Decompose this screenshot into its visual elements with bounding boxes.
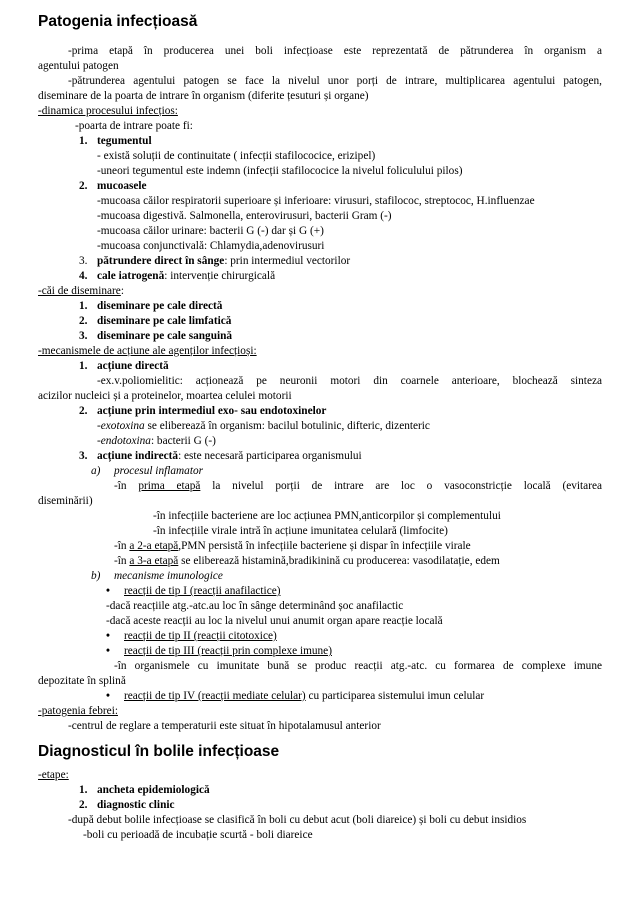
iatrogena-bold: cale iatrogenă [97,270,165,282]
teg-line-1: - există soluții de continuitate ( infecții stafilococice, erizipel) [97,150,376,162]
dis-2-num: 2. [79,315,88,327]
patrundere-text: : prin intermediul vectorilor [224,255,351,267]
item-patrundere [97,254,350,269]
exotoxina-line [97,419,430,434]
dis-sanguina: diseminare pe cale sanguină [97,330,233,342]
reactie-tip-3-desc-cont: depozitate în splină [38,675,126,687]
reactie-tip-1-organ: -dacă aceste reacții au loc la nivelul unui anumit organ apare reacție locală [106,615,443,627]
bullet-icon: • [106,585,110,597]
bullet-icon: • [106,690,110,702]
infl-prima-etapa-cont: diseminării) [38,495,93,507]
act-toxine: acțiune prin intermediul exo- sau endotoxinelor [97,405,327,417]
para-prima-etapa-cont: agentului patogen [38,60,119,72]
reactie-tip-4 [106,689,484,704]
reactie-tip-2 [106,629,277,644]
item-mucoasele: mucoasele [97,180,147,192]
infl4-post: ,PMN persistă în infecțiile bacteriene și dispar în infecțiile virale [178,540,471,552]
act-directa-ex: -ex.v.poliomielitic: acționează pe neuronii motori din coarnele anterioare, blochează sinteza [97,375,602,387]
act-2-num: 2. [79,405,88,417]
infl4-pre: -în [114,540,130,552]
act-indirecta [97,449,362,464]
dis-3-num: 3. [79,330,88,342]
para-patrunderea: -pătrunderea agentului patogen se face la nivelul unor porți de intrare, multiplicarea agentului patogen, [68,75,602,87]
reactie-tip-1 [106,584,281,599]
incubatie-scurta: -boli cu perioadă de incubație scurtă - boli diareice [83,829,313,841]
act-3-num: 3. [79,450,88,462]
cai-colon: : [120,285,124,297]
etapa-ancheta: ancheta epidemiologică [97,784,210,796]
dis-directa: diseminare pe cale directă [97,300,223,312]
debut-clasificare: -după debut bolile infecțioase se clasifică în boli cu debut acut (boli diareice) și boli cu debut insidios [68,814,527,826]
act-directa: acțiune directă [97,360,169,372]
infl-bacteriene: -în infecțiile bacteriene are loc acțiunea PMN,anticorpilor și complementului [153,510,501,522]
teg-line-2: -uneori tegumentul este indemn (infecții stafilococice la nivelul foliculului pilos) [97,165,463,177]
item-iatrogena [97,269,275,284]
heading-patogenia: Patogenia infecțioasă [38,13,198,30]
item-3-num: 3. [79,255,88,267]
reactie-tip-4-label: reacții de tip IV (reacții mediate celular) [124,690,306,702]
section-cai-diseminare [38,284,124,299]
febrei-centrul: -centrul de reglare a temperaturii este situat în hipotalamusul anterior [68,720,381,732]
act-directa-ex-cont: acizilor nucleici și a proteinelor, moartea celulei motorii [38,390,292,402]
reactie-tip-3-desc: -în organismele cu imunitate bună se produc reacții atg.-atc. cu formarea de complexe imune [114,660,602,672]
infl-etapa-3 [114,554,500,569]
muc-line-4: -mucoasa conjunctivală: Chlamydia,adenovirusuri [97,240,325,252]
reactie-tip-1-sange: -dacă reacțiile atg.-atc.au loc în sânge determinând șoc anafilactic [106,600,404,612]
reactie-tip-1-label: reacții de tip I (reacții anafilactice) [124,585,281,597]
section-patogenia-febrei: -patogenia febrei: [38,705,118,717]
muc-line-2: -mucoasa digestivă. Salmonella, enterovirusuri, bacterii Gram (-) [97,210,392,222]
etapa-diagnostic-clinic: diagnostic clinic [97,799,175,811]
para-patrunderea-cont: diseminare de la poarta de intrare în organism (diferite țesuturi și organe) [38,90,369,102]
poarta-intro: -poarta de intrare poate fi: [75,120,193,132]
heading-diagnosticul: Diagnosticul în bolile infecțioase [38,743,280,760]
infl1-post: la nivelul porții de intrare are loc o vasoconstricție locală (evitarea [200,480,602,492]
exotoxina-term: -exotoxina [97,420,145,432]
act-1-num: 1. [79,360,88,372]
dis-limfatica: diseminare pe cale limfatică [97,315,232,327]
sub-b-imunologice: mecanisme imunologice [114,570,223,582]
infl-virale: -în infecțiile virale intră în acțiune imunitatea celulară (limfocite) [153,525,448,537]
infl5-post: se eliberează histamină,bradikinină cu producerea: vasodilatație, edem [178,555,500,567]
reactie-tip-3-label: reacții de tip III (reacții prin complexe imune) [124,645,332,657]
section-etape: -etape: [38,769,69,781]
act-indirecta-text: : este necesară participarea organismului [178,450,362,462]
reactie-tip-3 [106,644,332,659]
section-mecanisme: -mecanismele de acțiune ale agenților infecțioși: [38,345,257,357]
muc-line-1: -mucoasa căilor respiratorii superioare și inferioare: virusuri, stafilococ, streptococ, H.influenzae [97,195,535,207]
sub-b-label: b) [91,570,101,582]
infl1-underline: prima etapă [138,480,201,492]
infl5-pre: -în [114,555,130,567]
exotoxina-text: se eliberează în organism: bacilul botulinic, difteric, dizenteric [144,420,430,432]
item-1-num: 1. [79,135,88,147]
bullet-icon: • [106,630,110,642]
section-dinamica: -dinamica procesului infecțios: [38,105,178,117]
sub-a-label: a) [91,465,101,477]
etapa-1-num: 1. [79,784,88,796]
sub-a-inflamator: procesul inflamator [114,465,204,477]
item-4-num: 4. [79,270,88,282]
patrundere-bold: pătrundere direct în sânge [97,255,225,267]
reactie-tip-4-text: cu participarea sistemului imun celular [305,690,485,702]
para-prima-etapa: -prima etapă în producerea unei boli infecțioase este reprezentată de pătrunderea în organism a [68,45,602,57]
dis-1-num: 1. [79,300,88,312]
endotoxina-line [97,434,216,449]
item-2-num: 2. [79,180,88,192]
item-tegumentul: tegumentul [97,135,152,147]
bullet-icon: • [106,645,110,657]
etapa-2-num: 2. [79,799,88,811]
iatrogena-text: : intervenție chirurgicală [164,270,276,282]
infl1-pre: -în [114,480,139,492]
muc-line-3: -mucoasa căilor urinare: bacterii G (-) dar și G (+) [97,225,324,237]
infl-prima-etapa [114,479,602,494]
endotoxina-text: : bacterii G (-) [150,435,216,447]
cai-label: -căi de diseminare [38,285,121,297]
endotoxina-term: -endotoxina [97,435,151,447]
infl5-underline: a 3-a etapă [129,555,179,567]
infl4-underline: a 2-a etapă [129,540,179,552]
reactie-tip-2-label: reacții de tip II (reacții citotoxice) [124,630,277,642]
infl-etapa-2 [114,539,471,554]
act-indirecta-bold: acțiune indirectă [97,450,179,462]
